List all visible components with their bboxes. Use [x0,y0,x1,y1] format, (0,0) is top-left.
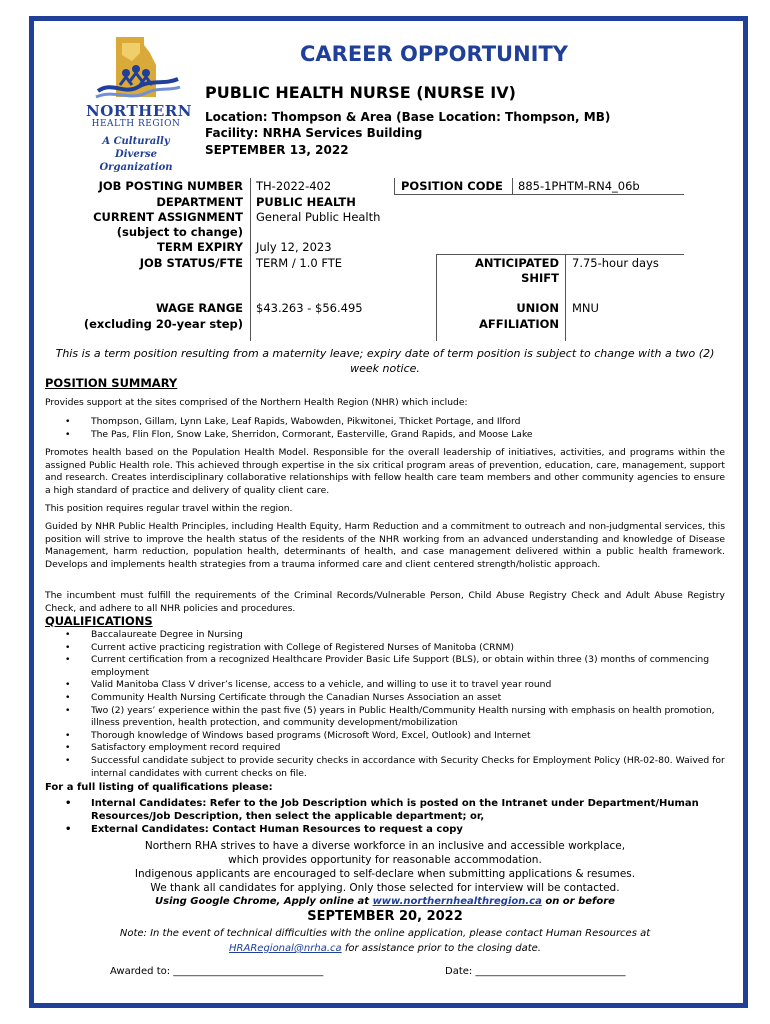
list-item: • Two (2) years’ experience within the past five (5) years in Public Health/Community Health nursing with emphasis on health promotion, illness prevention, health protection, and community development/mobilization [65,705,725,730]
logo-tagline-line2: Organization [99,162,173,173]
job-status-value: TERM / 1.0 FTE [256,256,343,270]
qualifications-heading: QUALIFICATIONS [45,614,153,628]
list-item: • Baccalaureate Degree in Nursing [65,629,725,642]
diversity-statement-line1: Northern RHA strives to have a diverse workforce in an inclusive and accessible workplace, [144,840,626,852]
apply-online-link[interactable]: www.northernhealthregion.ca [372,896,542,907]
position-summary-heading: POSITION SUMMARY [45,376,178,390]
list-item: • Successful candidate subject to provide security checks in accordance with Security Checks for Employment Policy (HR-02-80. Waived for internal candidates with current checks on file. [65,755,725,780]
list-item: • Satisfactory employment record required [65,742,725,755]
manitoba-map-icon [86,33,186,105]
awarded-to-field: Awarded to: ______________________________ [110,966,324,977]
full-listing-heading: For a full listing of qualifications please: [45,782,273,793]
full-listing-list [65,797,725,836]
job-status-label: JOB STATUS/FTE [139,256,243,270]
union-value: MNU [572,301,599,315]
wage-range-note: (excluding 20-year step) [83,317,243,331]
list-item: • Internal Candidates: Refer to the Job Description which is posted on the Intranet under Department/Human Resources/Job Description, then select the applicable department; or, [65,797,725,823]
department-value: PUBLIC HEALTH [256,195,356,209]
job-title: PUBLIC HEALTH NURSE (NURSE IV) [205,83,516,102]
union-label-1: UNION [516,301,559,315]
position-summary-intro: Provides support at the sites comprised of the Northern Health Region (NHR) which include: [45,397,468,408]
current-assignment-note: (subject to change) [116,225,243,239]
diversity-statement-line2: which provides opportunity for reasonable accommodation. [228,854,542,866]
award-date-field: Date: ______________________________ [445,966,626,977]
travel-paragraph: This position requires regular travel within the region. [45,503,293,514]
location-line: Location: Thompson & Area (Base Location: Thompson, MB) [205,110,611,124]
technical-note-suffix: for assistance prior to the closing date. [341,943,541,954]
list-item: • External Candidates: Contact Human Resources to request a copy [65,823,725,836]
technical-note-line2 [45,942,725,956]
indigenous-statement: Indigenous applicants are encouraged to self-declare when submitting applications & resumes. [134,868,636,880]
position-code-label: POSITION CODE [401,179,503,193]
current-assignment-value: General Public Health [256,210,381,224]
page-title: CAREER OPPORTUNITY [300,42,569,66]
job-posting-number-label: JOB POSTING NUMBER [98,179,243,193]
posting-date: SEPTEMBER 13, 2022 [205,143,349,157]
list-item: • Current certification from a recognized Healthcare Provider Basic Life Support (BLS), or obtain within three (3) months of commencing employment [65,654,725,679]
logo-name-line2: HEALTH REGION [91,119,181,129]
logo-name-line1: NORTHERN [86,102,192,120]
anticipated-shift-label-1: ANTICIPATED [475,256,559,270]
wage-range-value: $43.263 - $56.495 [256,301,363,315]
apply-prefix: Using Google Chrome, Apply online at [155,896,373,907]
organization-logo [86,33,192,173]
list-item: • Thorough knowledge of Windows based programs (Microsoft Word, Excel, Outlook) and Internet [65,730,725,743]
list-item: • Valid Manitoba Class V driver’s license, access to a vehicle, and willing to use it to travel year round [65,679,725,692]
logo-tagline-line1: A Culturally Diverse [102,136,170,160]
position-code-value: 885-1PHTM-RN4_06b [518,179,640,193]
current-assignment-label: CURRENT ASSIGNMENT [93,210,243,224]
thanks-statement: We thank all candidates for applying. Only those selected for interview will be contacted. [150,882,620,894]
site-list [65,416,725,441]
term-expiry-label: TERM EXPIRY [157,240,243,254]
term-expiry-value: July 12, 2023 [256,240,332,254]
wage-range-label: WAGE RANGE [155,301,243,315]
facility-line: Facility: NRHA Services Building [205,126,423,140]
apply-online-line [45,895,725,909]
anticipated-shift-value: 7.75-hour days [572,256,659,270]
job-posting-number-value: TH-2022-402 [256,179,332,193]
department-label: DEPARTMENT [156,195,243,209]
qualifications-list [65,629,725,780]
list-item: • Community Health Nursing Certificate through the Canadian Nurses Association an asset [65,692,725,705]
list-item: • Current active practicing registration with College of Registered Nurses of Manitoba (CRNM) [65,642,725,655]
union-label-2: AFFILIATION [478,317,559,331]
checks-paragraph: The incumbent must fulfill the requirements of the Criminal Records/Vulnerable Person, Child Abuse Registry Check and Adult Abuse Registry Check, and adhere to all NHR policies and procedures. [45,590,725,614]
apply-suffix: on or before [541,896,615,907]
list-item: • The Pas, Flin Flon, Snow Lake, Sherridon, Cormorant, Easterville, Grand Rapids, and Moose Lake [65,429,725,442]
term-position-note: This is a term position resulting from a maternity leave; expiry date of term position is subject to change with a two (2) week notice. [55,347,715,375]
list-item: • Thompson, Gillam, Lynn Lake, Leaf Rapids, Wabowden, Pikwitonei, Thicket Portage, and Ilford [65,416,725,429]
anticipated-shift-label-2: SHIFT [521,271,559,285]
technical-note-line1: Note: In the event of technical difficulties with the online application, please contact Human Resources at [119,928,651,939]
hr-email-link[interactable]: HRARegional@nrha.ca [229,943,342,954]
principles-paragraph: Guided by NHR Public Health Principles, including Health Equity, Harm Reduction and a commitment to outreach and non-judgmental services, this position will strive to improve the health status of the residents of the NHR working from an advanced understanding and knowledge of Disease Management, harm reduction, population health, determinants of health, and case management delivered within a public health framework. Develops and implements health strategies from a trauma informed care and client centered strength/holistic approach. [45,521,725,570]
closing-date: SEPTEMBER 20, 2022 [307,909,463,924]
position-summary-paragraph: Promotes health based on the Population Health Model. Responsible for the overall leadership of initiatives, activities, and programs within the assigned Public Health role. This achieved through expertise in the six critical program areas of prevention, education, care, management, support and research. Creates interdisciplinary collaborative relationships with fellow health care team members and other community agencies to ensure a high standard of practice and delivery of quality client care. [45,447,725,496]
